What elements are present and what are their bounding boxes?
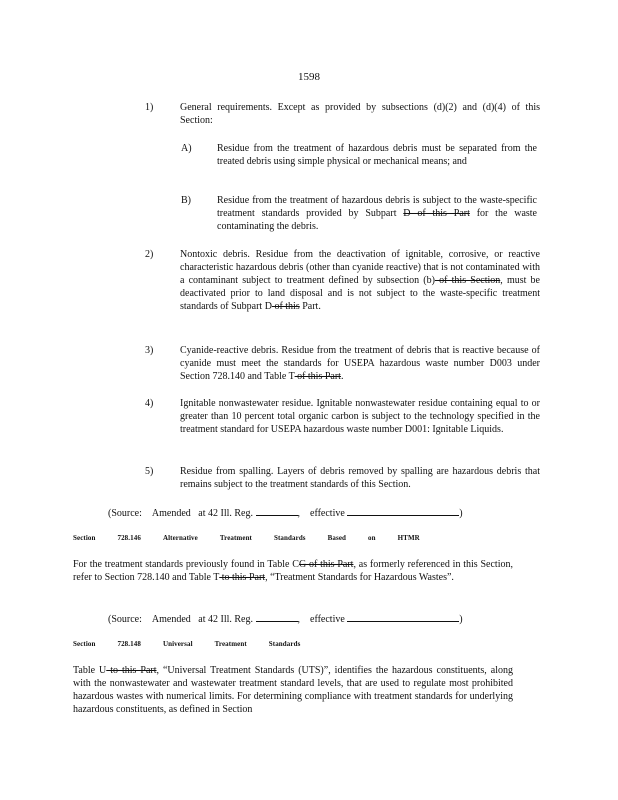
- struck-text: D of this Part: [403, 208, 470, 219]
- item-number: 4): [145, 398, 154, 409]
- item-number: 5): [145, 466, 154, 477]
- subitem-letter: B): [181, 195, 191, 206]
- blank-line: [256, 612, 298, 622]
- item-text: Nontoxic debris. Residue from the deactivation of ignitable, corrosive, or reactive characteristic hazardous debris (other than cyanide reactive) that is not contaminated with a contaminant subject to treatment defined by subsection (b) of this Section, must be deactivated prior to land disposal and is not subject to the waste-specific treatment standards of Subpart D of this Part.: [180, 249, 540, 312]
- struck-text: of this Section: [434, 275, 501, 286]
- item-number: 3): [145, 345, 154, 356]
- struck-text: of this: [271, 301, 300, 312]
- section-148-paragraph: Table U to this Part, “Universal Treatment Standards (UTS)”, identifies the hazardous constituents, along with the nonwastewater and wastewater treatment standard levels, that are used to regulate most prohibited hazardous wastes with numerical limits. For determining compliance with treatment standards for underlying hazardous constituents, as defined in Section: [73, 665, 513, 715]
- struck-text: to this Part: [106, 665, 157, 676]
- subitem-text: Residue from the treatment of hazardous debris must be separated from the treated debris using simple physical or mechanical means; and: [217, 143, 537, 167]
- struck-text: to this Part: [219, 572, 266, 583]
- blank-line: [347, 612, 459, 622]
- item-text: Residue from spalling. Layers of debris removed by spalling are hazardous debris that remains subject to the treatment standards of this Section.: [180, 466, 540, 490]
- item-number: 2): [145, 249, 154, 260]
- subitem-letter: A): [181, 143, 192, 154]
- page-number: 1598: [298, 71, 320, 83]
- subitem-text: Residue from the treatment of hazardous debris is subject to the waste-specific treatment standards provided by Subpart D of this Part for the waste contaminating the debris.: [217, 195, 537, 232]
- struck-text: G of this Part: [298, 559, 354, 570]
- item-text: Ignitable nonwastewater residue. Ignitable nonwastewater residue containing equal to or greater than 10 percent total organic carbon is subject to the technology specified in the treatment standard for USEPA hazardous waste number D001: Ignitable Liquids.: [180, 398, 540, 435]
- blank-line: [256, 506, 298, 516]
- item-text: Cyanide-reactive debris. Residue from the treatment of debris that is reactive because of cyanide must meet the standards for USEPA hazardous waste number D003 under Section 728.140 and Table T of this Part.: [180, 345, 540, 382]
- section-heading-148: Section 728.148 Universal Treatment Standards: [73, 640, 301, 648]
- item-text: General requirements. Except as provided by subsections (d)(2) and (d)(4) of this Section:: [180, 102, 540, 126]
- section-146-paragraph: For the treatment standards previously found in Table CG of this Part, as formerly referenced in this Section, refer to Section 728.140 and Table T to this Part, “Treatment Standards for Hazardous Wastes”.: [73, 559, 513, 583]
- section-heading-146: Section 728.146 Alternative Treatment Standards Based on HTMR: [73, 534, 420, 542]
- item-number: 1): [145, 102, 154, 113]
- source-note: (Source: Amended at 42 Ill. Reg. , effective ): [108, 508, 463, 519]
- source-note: (Source: Amended at 42 Ill. Reg. , effective ): [108, 614, 463, 625]
- blank-line: [347, 506, 459, 516]
- struck-text: of this Part: [294, 371, 341, 382]
